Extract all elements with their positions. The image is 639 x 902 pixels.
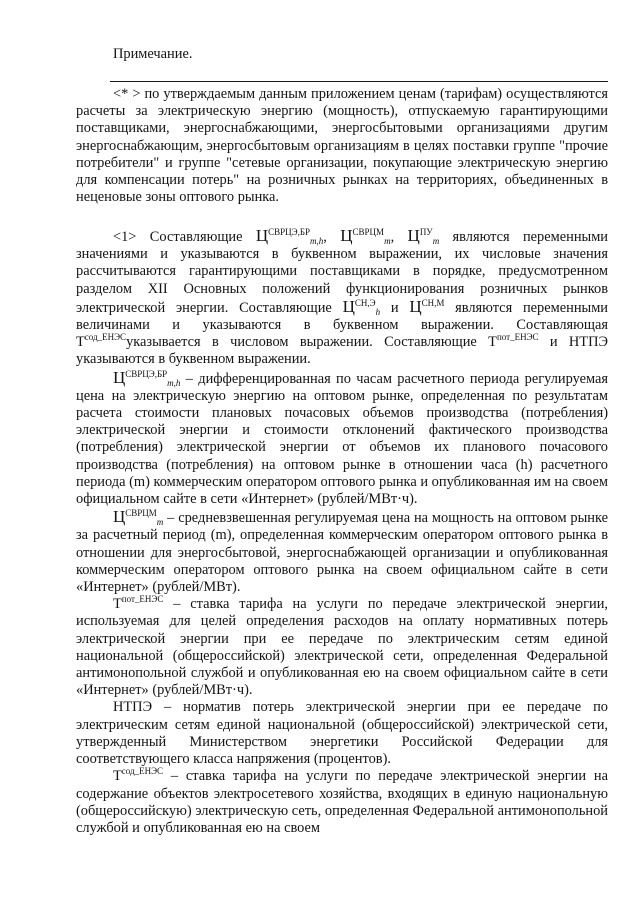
note-1-text: являются переменными величинами и указываются в буквенном выражении. Составляющая <box>76 299 608 334</box>
symbol-sub: m <box>384 236 391 246</box>
symbol-ts: Ц <box>342 296 355 316</box>
symbol-ts: Ц <box>340 226 353 245</box>
note-1-paragraph <box>76 227 608 369</box>
footnote-divider <box>110 81 608 82</box>
symbol-ts: Ц <box>407 226 420 245</box>
note-1-text: , <box>390 229 408 245</box>
definition-text: – дифференцированная по часам расчетного периода регулируемая цена на электрическую энергию на оптовом рынке, определенная по результатам расчета стоимости плановых почасовых объемов производства (потребления) электрической энергии и стоимости отклонений фактического производства (потребления) электрической энергии от объемов их планового почасового производства (потребления) на оптовом рынке в отношении часа (h) расчетного периода (m) коммерческим оператором оптового рынка и опубликованная им на своем официальном сайте в сети «Интернет» (рублей/МВт·ч). <box>76 370 608 508</box>
note-1-text: и НТПЭ указываются в буквенном выражении. <box>76 334 608 368</box>
definition-text: – ставка тарифа на услуги по передаче электрической энергии, используемая для целей определения расходов на оплату нормативных потерь электрической энергии при ее передаче по электрическим сетям единой национальной (общероссийской) электрической сети, определенная Федеральной антимонопольной службой и опубликованная ею на своем официальном сайте в сети «Интернет» (рублей/МВт·ч). <box>76 596 608 699</box>
symbol-sup: СВРЦЭ,БР <box>125 368 168 379</box>
note-heading: Примечание. <box>113 46 193 62</box>
symbol-t: Т <box>113 768 122 785</box>
definition-text: – средневзвешенная регулируемая цена на мощность на оптовом рынке за расчетный период (m), определенная коммерческим оператором оптового рынка в отношении для энергосбытовой, энергоснабжающей организации и опубликованная коммерческим оператором оптового рынка на своем официальном сайте в сети «Интернет» (рублей/МВт). <box>76 510 608 596</box>
symbol-sup: ПУ <box>419 227 433 237</box>
symbol-sup: пот_ЕНЭС <box>496 332 539 343</box>
symbol-sup: сод_ЕНЭС <box>121 766 164 777</box>
symbol-ts: Ц <box>113 507 126 527</box>
note-1-text: и <box>380 299 410 316</box>
symbol-ts: Ц <box>255 226 269 245</box>
symbol-ts: Ц <box>113 367 126 387</box>
symbol-sup: СВРЦМ <box>125 508 157 519</box>
note-1-text: являются переменными значениями и указываются в буквенном выражении, их числовые значения рассчитываются гарантирующими поставщиками в порядке, предусмотренном разделом XII Основных положений функционирования розничных рынков электрической энергии. Составляющие <box>76 229 609 316</box>
symbol-sub: m,h <box>167 377 181 388</box>
notes-body <box>76 227 608 837</box>
footnote-block <box>76 86 608 206</box>
symbol-sup: пот_ЕНЭС <box>121 594 164 605</box>
symbol-sub: m <box>432 236 440 246</box>
footnote-marker: <* > <box>113 86 141 102</box>
note-1-text: , <box>323 229 341 245</box>
footnote-text: по утверждаемым данным приложением ценам (тарифам) осуществляются расчеты за электрическую энергию (мощность), отпускаемую гарантирующими поставщиками, энергоснабжающими, энергосбытовыми организациями другим энергоснабжающим, энергосбытовым организациям в целях поставки группе "прочие потребители" и группе "сетевые организации, покупающие электрическую энергию для компенсации потерь" на розничных рынках на территориях, объединенных в неценовые зоны оптового рынка. <box>76 86 609 206</box>
definition-sod-enes <box>76 768 608 837</box>
definition-ntpe <box>76 699 608 768</box>
definition-pot-enes <box>76 596 608 699</box>
note-1-text: указывается в числовом выражении. Составляющие <box>126 334 489 351</box>
symbol-sup: СВРЦЭ,БР <box>268 227 311 237</box>
symbol-sup: СН,Э <box>354 297 376 308</box>
definition-text: НТПЭ – норматив потерь электрической энергии при ее передаче по электрическим сетям единой национальной (общероссийской) электрической сети, утвержденный Министерством энергетики Российской Федерации для соответствующего класса напряжения (процентов). <box>76 699 608 768</box>
symbol-sub: m <box>156 517 164 528</box>
symbol-sup: сод_ЕНЭС <box>84 332 127 343</box>
definition-text: – ставка тарифа на услуги по передаче электрической энергии на содержание объектов электросетевого хозяйства, входящих в единую национальную (общероссийскую) электрическую сеть, определенная Федеральной антимонопольной службой и опубликованная ею на своем <box>76 768 608 836</box>
symbol-t: Т <box>76 334 85 351</box>
symbol-ts: Ц <box>409 296 422 316</box>
symbol-t: Т <box>113 596 122 613</box>
symbol-sub: m,h <box>310 236 324 246</box>
symbol-sub: h <box>375 306 381 317</box>
definition-svrtsm <box>76 508 608 596</box>
note-1-text: <1> Составляющие <box>113 229 256 245</box>
symbol-sup: СВРЦМ <box>352 227 385 237</box>
definition-svrtse-br <box>76 369 608 509</box>
footnote-paragraph <box>76 86 608 206</box>
symbol-sup: СН,М <box>421 297 445 308</box>
symbol-t: Т <box>488 334 497 351</box>
